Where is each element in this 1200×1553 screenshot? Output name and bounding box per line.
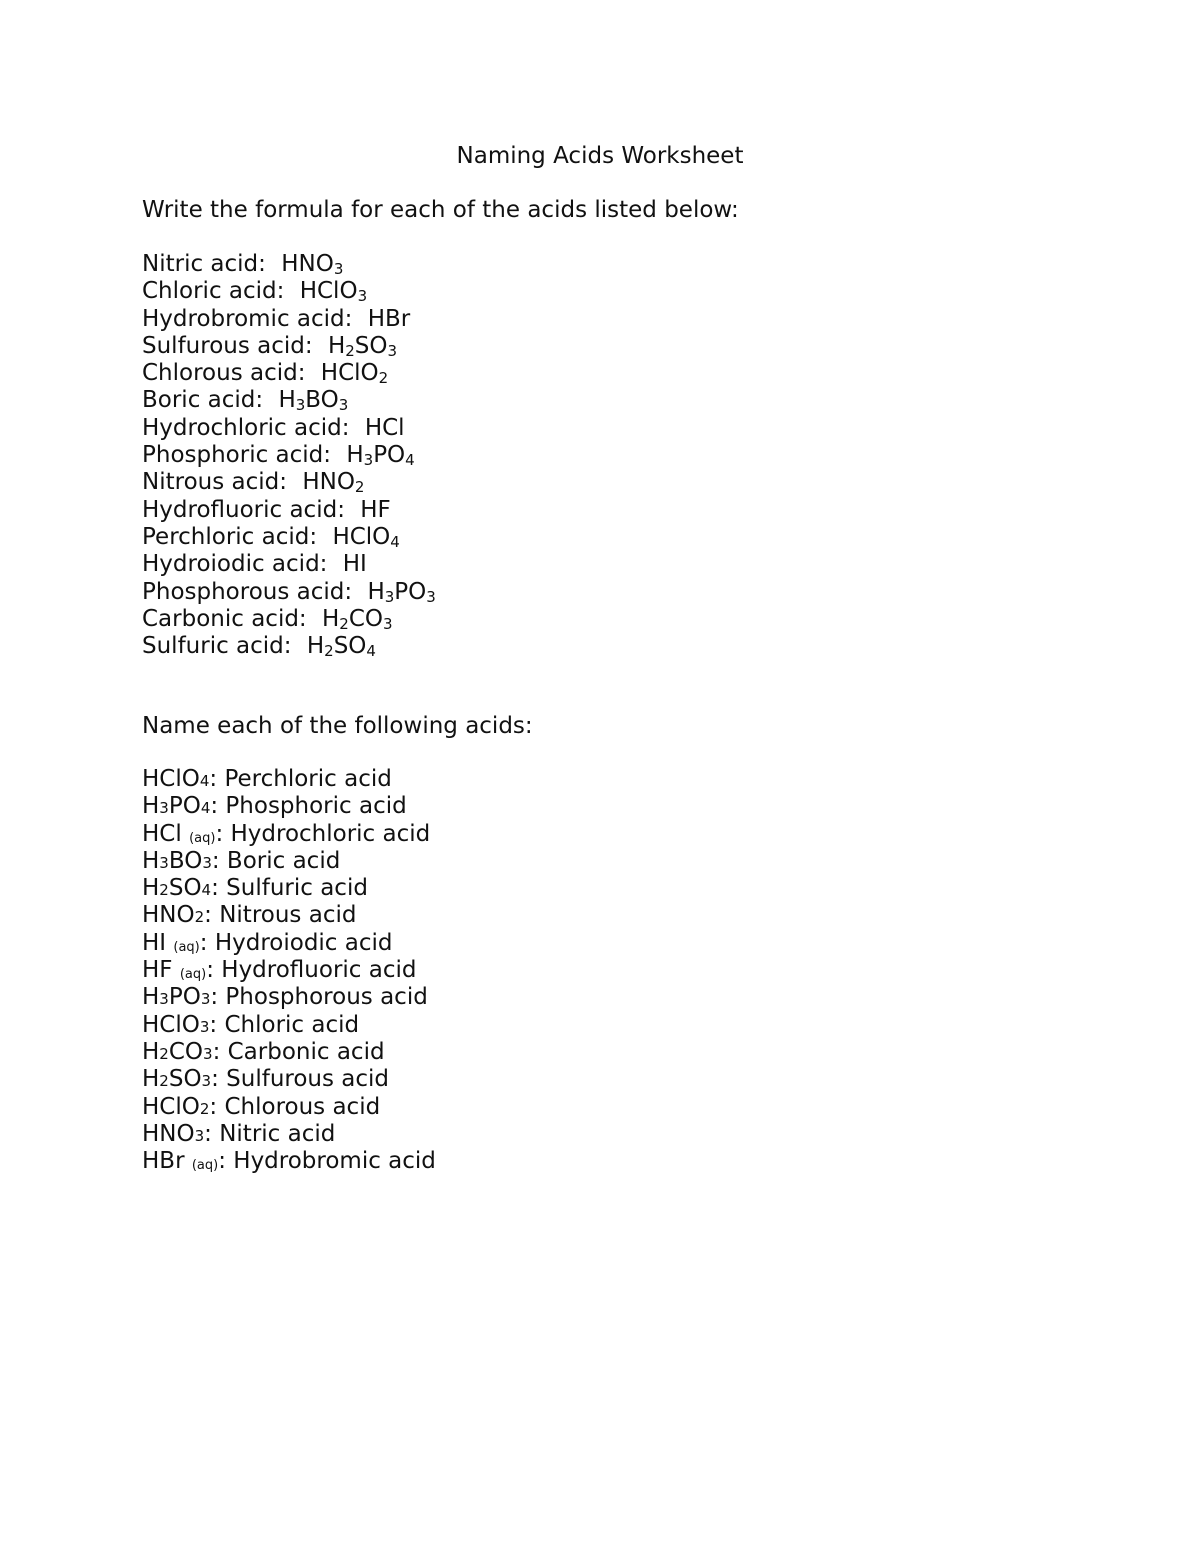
chemical-formula	[302, 469, 364, 495]
page-title: Naming Acids Worksheet	[456, 143, 744, 169]
chemical-formula	[142, 848, 212, 874]
list-item	[142, 1148, 436, 1175]
acid-name: : Hydroiodic acid	[199, 929, 393, 956]
formula-text: SO	[168, 1066, 202, 1093]
acid-name: : Nitric acid	[204, 1120, 336, 1147]
acid-name: : Phosphorous acid	[210, 984, 428, 1011]
formula-text: H	[322, 605, 340, 632]
formula-text: H	[142, 847, 160, 874]
acid-name: : Sulfurous acid	[211, 1066, 390, 1093]
chemical-formula	[367, 579, 435, 605]
formula-subscript: 4	[201, 881, 212, 900]
chemical-formula	[142, 1148, 218, 1174]
formula-subscript: 3	[357, 287, 368, 306]
chemical-formula	[142, 766, 209, 792]
formula-subscript: 3	[338, 396, 349, 415]
acid-name: Sulfurous acid:	[142, 332, 313, 359]
list-item	[142, 821, 436, 848]
formula-subscript: 3	[159, 853, 169, 872]
chemical-formula	[322, 606, 393, 632]
chemical-formula	[142, 1012, 209, 1038]
formula-text: HNO	[302, 469, 355, 496]
acid-name: Hydroiodic acid:	[142, 551, 328, 578]
formula-subscript: 3	[202, 853, 212, 872]
formula-text: HCl	[364, 414, 405, 441]
formula-subscript: 3	[383, 614, 393, 633]
chemical-formula	[346, 442, 414, 468]
formula-text: PO	[168, 793, 201, 820]
chemical-formula	[300, 278, 367, 304]
formula-subscript: 2	[324, 642, 334, 661]
list-item	[142, 984, 436, 1011]
formula-text: SO	[168, 875, 202, 902]
chemical-formula	[368, 306, 411, 332]
formula-text: HNO	[142, 1120, 195, 1147]
formula-text: CO	[348, 605, 384, 632]
list-item	[142, 875, 436, 902]
aqueous-state-label: (aq)	[189, 830, 216, 846]
formula-subscript: 2	[159, 1072, 169, 1091]
formula-subscript: 3	[200, 990, 211, 1009]
acid-name: : Nitrous acid	[204, 902, 357, 929]
formula-text: H	[367, 578, 385, 605]
chemical-formula	[142, 957, 206, 983]
list-item	[142, 278, 436, 305]
formula-subscript: 4	[405, 451, 415, 470]
aqueous-state-label: (aq)	[173, 939, 200, 955]
formula-text: HClO	[142, 766, 200, 792]
chemical-formula	[142, 793, 210, 819]
formula-subscript: 3	[159, 990, 169, 1009]
list-item	[142, 793, 436, 820]
acid-name: Sulfuric acid:	[142, 633, 292, 660]
list-item	[142, 1121, 436, 1148]
chemical-formula	[142, 930, 200, 956]
formula-text: HClO	[320, 360, 379, 387]
formula-text: H	[142, 1038, 160, 1065]
formula-text: HI	[142, 929, 174, 956]
formula-subscript: 3	[201, 1072, 212, 1091]
acid-name: Hydrochloric acid:	[142, 414, 350, 441]
formula-subscript: 2	[194, 908, 205, 927]
chemical-formula	[142, 1039, 213, 1065]
formula-subscript: 3	[199, 1017, 210, 1036]
list-item	[142, 333, 436, 360]
formula-subscript: 3	[363, 451, 374, 470]
acid-name: Nitrous acid:	[142, 469, 287, 496]
formula-text: PO	[373, 442, 406, 469]
list-item	[142, 469, 436, 496]
formula-subscript: 3	[159, 799, 169, 818]
formula-text: H	[142, 1066, 160, 1093]
list-item	[142, 579, 436, 606]
formula-subscript: 3	[194, 1126, 205, 1145]
list-item	[142, 306, 436, 333]
chemical-formula	[142, 1066, 211, 1092]
formula-text: SO	[354, 332, 388, 359]
list-item	[142, 251, 436, 278]
formula-text: SO	[333, 633, 367, 660]
acid-name: : Sulfuric acid	[211, 875, 368, 902]
naming-answer-list	[142, 766, 436, 1175]
formula-text: HNO	[281, 251, 334, 277]
formula-subscript: 2	[354, 478, 365, 497]
chemical-formula	[343, 551, 367, 577]
chemical-formula	[307, 633, 376, 659]
formula-text: H	[142, 984, 160, 1011]
acid-name: Phosphoric acid:	[142, 442, 332, 469]
formula-text: H	[327, 332, 346, 359]
formula-subscript: 4	[200, 799, 211, 818]
chemical-formula	[281, 251, 343, 277]
chemical-formula	[142, 1121, 204, 1147]
acid-name: : Chlorous acid	[209, 1093, 381, 1120]
formula-subscript: 2	[159, 1044, 169, 1063]
acid-name: Hydrofluoric acid:	[142, 496, 345, 523]
formula-text: HCl	[142, 820, 190, 847]
formula-section-prompt: Write the formula for each of the acids listed below:	[142, 197, 739, 223]
formula-text: H	[142, 793, 160, 820]
formula-text: HClO	[332, 523, 391, 550]
list-item	[142, 1039, 436, 1066]
acid-name: : Boric acid	[211, 847, 341, 874]
acid-name: : Perchloric acid	[209, 766, 392, 792]
acid-name: Hydrobromic acid:	[142, 305, 353, 332]
list-item	[142, 1012, 436, 1039]
acid-name: Perchloric acid:	[142, 523, 318, 550]
aqueous-state-label: (aq)	[191, 1158, 219, 1174]
list-item	[142, 551, 436, 578]
formula-subscript: 2	[378, 369, 389, 388]
chemical-formula	[142, 1094, 209, 1120]
list-item	[142, 1094, 436, 1121]
formula-text: HI	[342, 551, 367, 578]
formula-text: HClO	[299, 278, 358, 305]
list-item	[142, 633, 436, 660]
acid-name: : Phosphoric acid	[210, 793, 407, 820]
list-item	[142, 360, 436, 387]
formula-subscript: 2	[199, 1099, 210, 1118]
formula-text: H	[142, 875, 160, 902]
acid-name: Boric acid:	[142, 387, 264, 414]
formula-subscript: 3	[203, 1044, 213, 1063]
formula-text: CO	[168, 1038, 204, 1065]
acid-name: Phosphorous acid:	[142, 578, 353, 605]
formula-subscript: 2	[159, 881, 169, 900]
list-item	[142, 766, 436, 793]
formula-text: HClO	[142, 1093, 200, 1120]
chemical-formula	[142, 875, 211, 901]
list-item	[142, 848, 436, 875]
chemical-formula	[278, 387, 348, 413]
list-item	[142, 930, 436, 957]
chemical-formula	[328, 333, 397, 359]
acid-name: Chlorous acid:	[142, 360, 306, 387]
formula-text: H	[306, 633, 325, 660]
chemical-formula	[360, 497, 391, 523]
chemical-formula	[321, 360, 388, 386]
formula-subscript: 3	[384, 587, 395, 606]
list-item	[142, 524, 436, 551]
list-item	[142, 902, 436, 929]
formula-subscript: 3	[387, 341, 398, 360]
formula-text: H	[346, 442, 364, 469]
chemical-formula	[142, 821, 215, 847]
acid-name: : Carbonic acid	[212, 1038, 385, 1065]
formula-subscript: 4	[199, 772, 210, 790]
list-item	[142, 442, 436, 469]
formula-subscript: 2	[345, 341, 355, 360]
list-item	[142, 497, 436, 524]
chemical-formula	[365, 415, 405, 441]
acid-name: : Hydrochloric acid	[215, 820, 431, 847]
formula-text: HClO	[142, 1011, 200, 1038]
formula-text: HBr	[367, 305, 411, 332]
formula-text: PO	[394, 578, 427, 605]
acid-name: Chloric acid:	[142, 278, 285, 305]
formula-subscript: 3	[333, 260, 344, 278]
chemical-formula	[142, 902, 204, 928]
list-item	[142, 606, 436, 633]
naming-section-prompt: Name each of the following acids:	[142, 713, 533, 739]
acid-name: : Hydrofluoric acid	[206, 957, 417, 984]
formula-subscript: 3	[295, 396, 306, 415]
chemical-formula	[332, 524, 399, 550]
list-item	[142, 415, 436, 442]
aqueous-state-label: (aq)	[179, 967, 207, 983]
formula-subscript: 4	[390, 532, 400, 551]
formula-text: BO	[305, 387, 339, 414]
formula-text: PO	[168, 984, 201, 1011]
acid-name: : Chloric acid	[209, 1011, 360, 1038]
formula-text: HF	[142, 957, 180, 984]
formula-text: HNO	[142, 902, 195, 929]
formula-text: HBr	[142, 1148, 192, 1175]
list-item	[142, 1066, 436, 1093]
acid-name: : Hydrobromic acid	[218, 1148, 436, 1175]
formula-subscript: 3	[426, 587, 436, 606]
formula-answer-list	[142, 251, 436, 660]
formula-subscript: 2	[339, 614, 349, 633]
list-item	[142, 957, 436, 984]
chemical-formula	[142, 984, 210, 1010]
formula-text: BO	[168, 847, 203, 874]
formula-subscript: 4	[366, 642, 376, 661]
formula-text: H	[278, 387, 296, 414]
acid-name: Nitric acid:	[142, 251, 266, 277]
list-item	[142, 387, 436, 414]
formula-text: HF	[360, 496, 391, 523]
acid-name: Carbonic acid:	[142, 605, 307, 632]
